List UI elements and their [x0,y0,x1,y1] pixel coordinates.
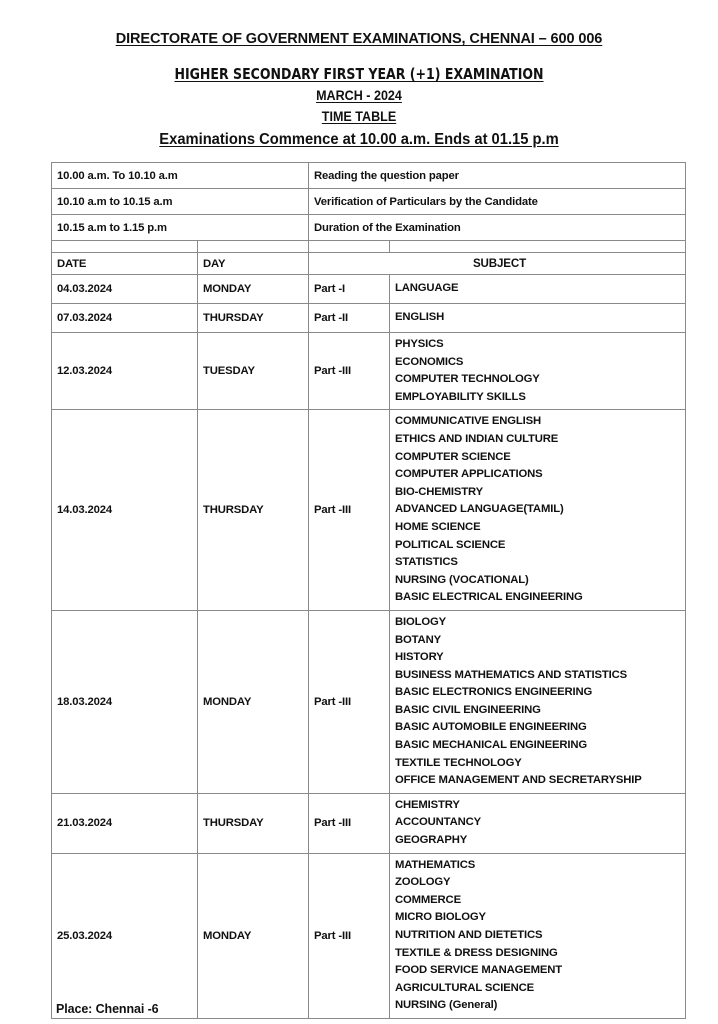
subject-line: ENGLISH [395,311,445,324]
subject-line: GEOGRAPHY [395,834,468,847]
subject-line: COMPUTER TECHNOLOGY [395,373,540,386]
subject-line: PHYSICS [395,338,444,350]
subject-line: TEXTILE TECHNOLOGY [395,756,522,769]
table-row [52,610,686,793]
timing-row [52,189,686,215]
exam-day-cell: MONDAY [198,275,309,304]
subject-line: LANGUAGE [395,282,459,295]
subject-line: BOTANY [395,633,441,646]
exam-subject-cell [390,793,686,853]
timing-time-cell: 10.00 a.m. To 10.10 a.m [52,163,309,189]
exam-date-cell: 07.03.2024 [52,304,198,333]
exam-part-cell: Part -III [309,853,390,1018]
page-title-session: MARCH - 2024 [316,88,402,103]
table-row [52,304,686,333]
timing-description-cell: Verification of Particulars by the Candidate [309,189,686,215]
column-header-day: DAY [198,253,309,275]
exam-part-cell: Part -III [309,410,390,611]
exam-date-cell: 14.03.2024 [52,410,198,611]
page-title-exam-name: HIGHER SECONDARY FIRST YEAR (+1) EXAMINATION [174,65,544,83]
subject-line: COMPUTER APPLICATIONS [395,468,543,481]
spacer-cell [52,241,198,253]
subject-line: BASIC ELECTRONICS ENGINEERING [395,686,593,699]
subject-line: AGRICULTURAL SCIENCE [395,981,535,994]
subject-line: COMPUTER SCIENCE [395,450,511,463]
exam-part-cell: Part -I [309,275,390,304]
exam-subject-cell [390,333,686,410]
subject-line: STATISTICS [395,556,458,569]
subject-line: BASIC CIVIL ENGINEERING [395,703,541,716]
exam-date-cell: 12.03.2024 [52,333,198,410]
exam-part-cell: Part -III [309,793,390,853]
timetable [51,162,686,1019]
timing-description-cell: Reading the question paper [309,163,686,189]
subject-line: BIOLOGY [395,615,447,628]
exam-date-cell: 18.03.2024 [52,610,198,793]
subject-line: MICRO BIOLOGY [395,911,486,924]
column-header-subject: SUBJECT [309,253,686,275]
exam-subject-cell [390,853,686,1018]
subject-line: ADVANCED LANGUAGE(TAMIL) [395,503,564,516]
subject-line: EMPLOYABILITY SKILLS [395,390,526,403]
subject-line: POLITICAL SCIENCE [395,538,506,551]
exam-date-cell: 04.03.2024 [52,275,198,304]
subject-line: COMMERCE [395,893,461,906]
timing-row [52,163,686,189]
page-title-timing-note: Examinations Commence at 10.00 a.m. Ends at 01.15 p.m [159,131,559,148]
subject-line: COMMUNICATIVE ENGLISH [395,415,542,428]
timing-time-cell: 10.10 a.m to 10.15 a.m [52,189,309,215]
subject-line: BASIC ELECTRICAL ENGINEERING [395,591,583,604]
subject-line: HOME SCIENCE [395,520,481,533]
subject-line: BIO-CHEMISTRY [395,485,484,498]
spacer-cell [198,241,309,253]
timing-time-cell: 10.15 a.m to 1.15 p.m [52,215,309,241]
subject-line: OFFICE MANAGEMENT AND SECRETARYSHIP [395,774,642,787]
exam-date-cell: 21.03.2024 [52,793,198,853]
subject-line: HISTORY [395,651,444,664]
subject-line: NURSING (General) [395,999,498,1012]
spacer-cell [309,241,390,253]
table-row [52,793,686,853]
exam-subject-cell [390,304,686,333]
exam-day-cell: THURSDAY [198,793,309,853]
subject-line: NURSING (VOCATIONAL) [395,573,529,586]
subject-line: ETHICS AND INDIAN CULTURE [395,432,559,445]
subject-line: BASIC MECHANICAL ENGINEERING [395,739,588,752]
subject-line: FOOD SERVICE MANAGEMENT [395,964,563,977]
spacer-cell [390,241,686,253]
exam-part-cell: Part -II [309,304,390,333]
timing-description-cell: Duration of the Examination [309,215,686,241]
exam-day-cell: THURSDAY [198,410,309,611]
exam-day-cell: MONDAY [198,610,309,793]
timetable-container [51,162,685,1019]
table-row [52,275,686,304]
table-spacer-row [52,241,686,253]
subject-line: MATHEMATICS [395,858,476,871]
subject-line: TEXTILE & DRESS DESIGNING [395,946,558,959]
table-row [52,853,686,1018]
exam-part-cell: Part -III [309,610,390,793]
subject-line: NUTRITION AND DIETETICS [395,929,543,941]
exam-day-cell: THURSDAY [198,304,309,333]
subject-line: ZOOLOGY [395,876,451,889]
exam-subject-cell [390,610,686,793]
table-row [52,410,686,611]
subject-line: CHEMISTRY [395,798,460,811]
page-title-doc-type: TIME TABLE [321,109,397,124]
document-header [0,0,718,150]
column-header-date: DATE [52,253,198,275]
footer-place: Place: Chennai -6 [56,1002,159,1016]
exam-day-cell: MONDAY [198,853,309,1018]
exam-day-cell: TUESDAY [198,333,309,410]
subject-line: ECONOMICS [395,355,464,368]
exam-subject-cell [390,275,686,304]
exam-date-cell: 25.03.2024 [52,853,198,1018]
exam-part-cell: Part -III [309,333,390,410]
subject-line: ACCOUNTANCY [395,816,481,829]
page-title-authority: DIRECTORATE OF GOVERNMENT EXAMINATIONS, CHENNAI – 600 006 [115,31,603,47]
subject-line: BUSINESS MATHEMATICS AND STATISTICS [395,668,627,681]
timing-row [52,215,686,241]
table-row [52,333,686,410]
exam-subject-cell [390,410,686,611]
table-header-row [52,253,686,275]
subject-line: BASIC AUTOMOBILE ENGINEERING [395,721,587,734]
